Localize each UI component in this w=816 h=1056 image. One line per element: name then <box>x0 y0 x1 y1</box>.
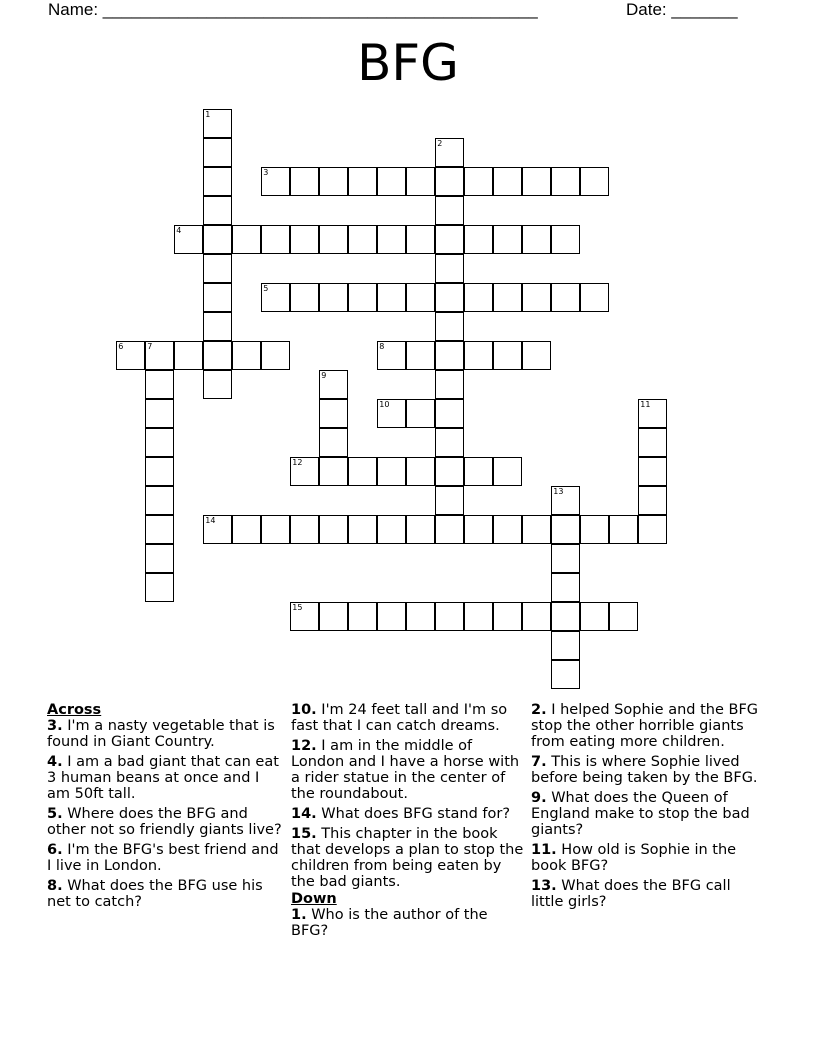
crossword-cell[interactable] <box>145 573 174 602</box>
clues-column-3 <box>531 702 766 914</box>
crossword-cell[interactable] <box>261 225 290 254</box>
crossword-cell[interactable] <box>406 167 435 196</box>
crossword-cell[interactable] <box>116 341 145 370</box>
crossword-cell[interactable] <box>551 486 580 515</box>
crossword-cell[interactable] <box>551 167 580 196</box>
crossword-cell[interactable] <box>522 283 551 312</box>
clue <box>291 806 526 822</box>
clue <box>47 878 282 910</box>
clues-column-1 <box>47 702 282 914</box>
crossword-cell[interactable] <box>493 341 522 370</box>
crossword-cell[interactable] <box>319 283 348 312</box>
crossword-cell[interactable] <box>406 457 435 486</box>
clue <box>531 842 766 874</box>
clue-text: I helped Sophie and the BFG stop the other horrible giants from eating more children. <box>531 702 759 750</box>
crossword-cell[interactable] <box>261 515 290 544</box>
crossword-cell[interactable] <box>261 341 290 370</box>
crossword-cell[interactable] <box>551 602 580 631</box>
crossword-cell[interactable] <box>464 602 493 631</box>
crossword-cell[interactable] <box>435 370 464 399</box>
clue-number: 10. <box>291 702 317 718</box>
clues-column-2 <box>291 702 526 943</box>
crossword-cell[interactable] <box>145 399 174 428</box>
down-heading: Down <box>291 891 337 907</box>
crossword-cell[interactable] <box>203 254 232 283</box>
crossword-cell[interactable] <box>377 167 406 196</box>
crossword-cell[interactable] <box>290 283 319 312</box>
crossword-cell[interactable] <box>406 602 435 631</box>
crossword-cell[interactable] <box>464 515 493 544</box>
clue <box>291 738 526 802</box>
crossword-cell[interactable] <box>580 515 609 544</box>
clue <box>531 754 766 786</box>
clue-text: Who is the author of the BFG? <box>291 907 488 939</box>
crossword-cell[interactable] <box>435 515 464 544</box>
crossword-cell[interactable] <box>232 341 261 370</box>
crossword-cell[interactable] <box>406 283 435 312</box>
crossword-cell[interactable] <box>377 399 406 428</box>
clue-text: What does the BFG call little girls? <box>531 878 731 910</box>
crossword-cell[interactable] <box>145 486 174 515</box>
clue-number-label: 1 <box>205 110 211 120</box>
clue-number: 15. <box>291 826 317 842</box>
crossword-cell[interactable] <box>145 370 174 399</box>
clue-text: What does BFG stand for? <box>321 806 511 822</box>
clue-text: I'm 24 feet tall and I'm so fast that I can catch dreams. <box>291 702 508 734</box>
clue-text: What does the BFG use his net to catch? <box>47 878 263 910</box>
crossword-cell[interactable] <box>348 283 377 312</box>
clue <box>291 907 526 939</box>
clue-number: 1. <box>291 907 307 923</box>
crossword-cell[interactable] <box>406 225 435 254</box>
crossword-cell[interactable] <box>551 225 580 254</box>
clue <box>47 718 282 750</box>
clue-number-label: 9 <box>321 371 327 381</box>
crossword-cell[interactable] <box>522 167 551 196</box>
crossword-cell[interactable] <box>464 457 493 486</box>
crossword-cell[interactable] <box>203 167 232 196</box>
clue-text: I am in the middle of London and I have a horse with a rider statue in the center of the roundabout. <box>291 738 520 802</box>
crossword-cell[interactable] <box>319 457 348 486</box>
clue-number: 12. <box>291 738 317 754</box>
clue-number-label: 3 <box>263 168 269 178</box>
crossword-cell[interactable] <box>319 428 348 457</box>
clue-number-label: 11 <box>640 400 651 410</box>
crossword-cell[interactable] <box>435 457 464 486</box>
clue <box>531 790 766 838</box>
crossword-cell[interactable] <box>203 312 232 341</box>
clue-text: I am a bad giant that can eat 3 human beans at once and I am 50ft tall. <box>47 754 279 802</box>
crossword-cell[interactable] <box>435 254 464 283</box>
clue-number: 14. <box>291 806 317 822</box>
crossword-cell[interactable] <box>551 544 580 573</box>
crossword-cell[interactable] <box>203 196 232 225</box>
clue-number: 9. <box>531 790 547 806</box>
crossword-cell[interactable] <box>145 341 174 370</box>
clue <box>291 826 526 890</box>
clue <box>47 806 282 838</box>
clue <box>531 878 766 910</box>
crossword-cell[interactable] <box>232 225 261 254</box>
crossword-cell[interactable] <box>638 515 667 544</box>
crossword-cell[interactable] <box>522 341 551 370</box>
crossword-cell[interactable] <box>609 602 638 631</box>
crossword-cell[interactable] <box>290 167 319 196</box>
clue-number: 7. <box>531 754 547 770</box>
crossword-cell[interactable] <box>377 457 406 486</box>
crossword-cell[interactable] <box>464 225 493 254</box>
clue-text: How old is Sophie in the book BFG? <box>531 842 737 874</box>
crossword-cell[interactable] <box>464 283 493 312</box>
crossword-cell[interactable] <box>435 399 464 428</box>
crossword-cell[interactable] <box>406 341 435 370</box>
crossword-cell[interactable] <box>290 515 319 544</box>
crossword-cell[interactable] <box>580 602 609 631</box>
crossword-cell[interactable] <box>174 341 203 370</box>
clue-number: 5. <box>47 806 63 822</box>
crossword-cell[interactable] <box>348 457 377 486</box>
crossword-cell[interactable] <box>319 602 348 631</box>
crossword-cell[interactable] <box>203 515 232 544</box>
clue-number-label: 7 <box>147 342 153 352</box>
crossword-cell[interactable] <box>232 515 261 544</box>
crossword-cell[interactable] <box>203 283 232 312</box>
crossword-cell[interactable] <box>203 225 232 254</box>
clue-text: This is where Sophie lived before being taken by the BFG. <box>531 754 758 786</box>
crossword-cell[interactable] <box>348 167 377 196</box>
name-field[interactable]: Name: ______________________________________________ <box>48 0 538 19</box>
clue-number-label: 2 <box>437 139 443 149</box>
crossword-cell[interactable] <box>377 283 406 312</box>
crossword-cell[interactable] <box>638 457 667 486</box>
clue-number: 2. <box>531 702 547 718</box>
crossword-cell[interactable] <box>551 660 580 689</box>
crossword-cell[interactable] <box>493 167 522 196</box>
crossword-cell[interactable] <box>609 515 638 544</box>
crossword-cell[interactable] <box>261 167 290 196</box>
crossword-cell[interactable] <box>319 370 348 399</box>
crossword-cell[interactable] <box>493 602 522 631</box>
crossword-cell[interactable] <box>435 196 464 225</box>
crossword-cell[interactable] <box>145 515 174 544</box>
clue-text: Where does the BFG and other not so friendly giants live? <box>47 806 282 838</box>
crossword-cell[interactable] <box>145 544 174 573</box>
page-title: BFG <box>357 34 459 92</box>
clue-number-label: 10 <box>379 400 390 410</box>
crossword-cell[interactable] <box>435 167 464 196</box>
across-heading: Across <box>47 702 102 718</box>
clue-number-label: 6 <box>118 342 124 352</box>
clue-number: 4. <box>47 754 63 770</box>
crossword-cell[interactable] <box>435 283 464 312</box>
crossword-cell[interactable] <box>493 515 522 544</box>
crossword-cell[interactable] <box>406 515 435 544</box>
crossword-cell[interactable] <box>348 602 377 631</box>
crossword-cell[interactable] <box>319 515 348 544</box>
crossword-cell[interactable] <box>319 225 348 254</box>
crossword-cell[interactable] <box>493 457 522 486</box>
crossword-cell[interactable] <box>203 138 232 167</box>
crossword-cell[interactable] <box>203 370 232 399</box>
crossword-cell[interactable] <box>261 283 290 312</box>
date-field[interactable]: Date: _______ <box>626 0 738 19</box>
clue-number-label: 8 <box>379 342 385 352</box>
clue-text: This chapter in the book that develops a plan to stop the children from being eaten by the bad giants. <box>291 826 524 890</box>
clue <box>47 754 282 802</box>
crossword-cell[interactable] <box>377 515 406 544</box>
clue-number-label: 15 <box>292 603 303 613</box>
crossword-cell[interactable] <box>464 167 493 196</box>
clue-number-label: 5 <box>263 284 269 294</box>
crossword-cell[interactable] <box>203 109 232 138</box>
crossword-cell[interactable] <box>435 341 464 370</box>
crossword-cell[interactable] <box>377 225 406 254</box>
clue <box>531 702 766 750</box>
crossword-cell[interactable] <box>435 138 464 167</box>
crossword-cell[interactable] <box>580 167 609 196</box>
crossword-cell[interactable] <box>435 486 464 515</box>
crossword-cell[interactable] <box>319 399 348 428</box>
crossword-cell[interactable] <box>377 602 406 631</box>
crossword-cell[interactable] <box>348 515 377 544</box>
crossword-cell[interactable] <box>406 399 435 428</box>
clue-number: 3. <box>47 718 63 734</box>
crossword-cell[interactable] <box>551 515 580 544</box>
crossword-cell[interactable] <box>435 602 464 631</box>
crossword-cell[interactable] <box>551 283 580 312</box>
clue-text: I'm the BFG's best friend and I live in London. <box>47 842 279 874</box>
clue-number: 6. <box>47 842 63 858</box>
crossword-cell[interactable] <box>551 631 580 660</box>
crossword-cell[interactable] <box>290 225 319 254</box>
crossword-cell[interactable] <box>638 486 667 515</box>
crossword-cell[interactable] <box>377 341 406 370</box>
crossword-cell[interactable] <box>203 341 232 370</box>
crossword-cell[interactable] <box>493 225 522 254</box>
clue <box>47 842 282 874</box>
clue-number-label: 4 <box>176 226 182 236</box>
clue-number: 11. <box>531 842 557 858</box>
crossword-cell[interactable] <box>551 573 580 602</box>
clue-number: 13. <box>531 878 557 894</box>
clue <box>291 702 526 734</box>
crossword-cell[interactable] <box>638 399 667 428</box>
crossword-cell[interactable] <box>290 457 319 486</box>
crossword-cell[interactable] <box>290 602 319 631</box>
crossword-cell[interactable] <box>638 428 667 457</box>
clue-number-label: 12 <box>292 458 303 468</box>
clue-number-label: 13 <box>553 487 564 497</box>
crossword-cell[interactable] <box>580 283 609 312</box>
clue-text: What does the Queen of England make to stop the bad giants? <box>531 790 750 838</box>
crossword-cell[interactable] <box>174 225 203 254</box>
crossword-cell[interactable] <box>493 283 522 312</box>
clue-text: I'm a nasty vegetable that is found in Giant Country. <box>47 718 275 750</box>
clue-number-label: 14 <box>205 516 216 526</box>
crossword-cell[interactable] <box>145 428 174 457</box>
clue-number: 8. <box>47 878 63 894</box>
crossword-cell[interactable] <box>348 225 377 254</box>
crossword-cell[interactable] <box>522 515 551 544</box>
crossword-cell[interactable] <box>522 225 551 254</box>
crossword-cell[interactable] <box>464 341 493 370</box>
crossword-cell[interactable] <box>319 167 348 196</box>
crossword-cell[interactable] <box>435 312 464 341</box>
crossword-cell[interactable] <box>435 428 464 457</box>
crossword-cell[interactable] <box>435 225 464 254</box>
crossword-cell[interactable] <box>145 457 174 486</box>
crossword-cell[interactable] <box>522 602 551 631</box>
